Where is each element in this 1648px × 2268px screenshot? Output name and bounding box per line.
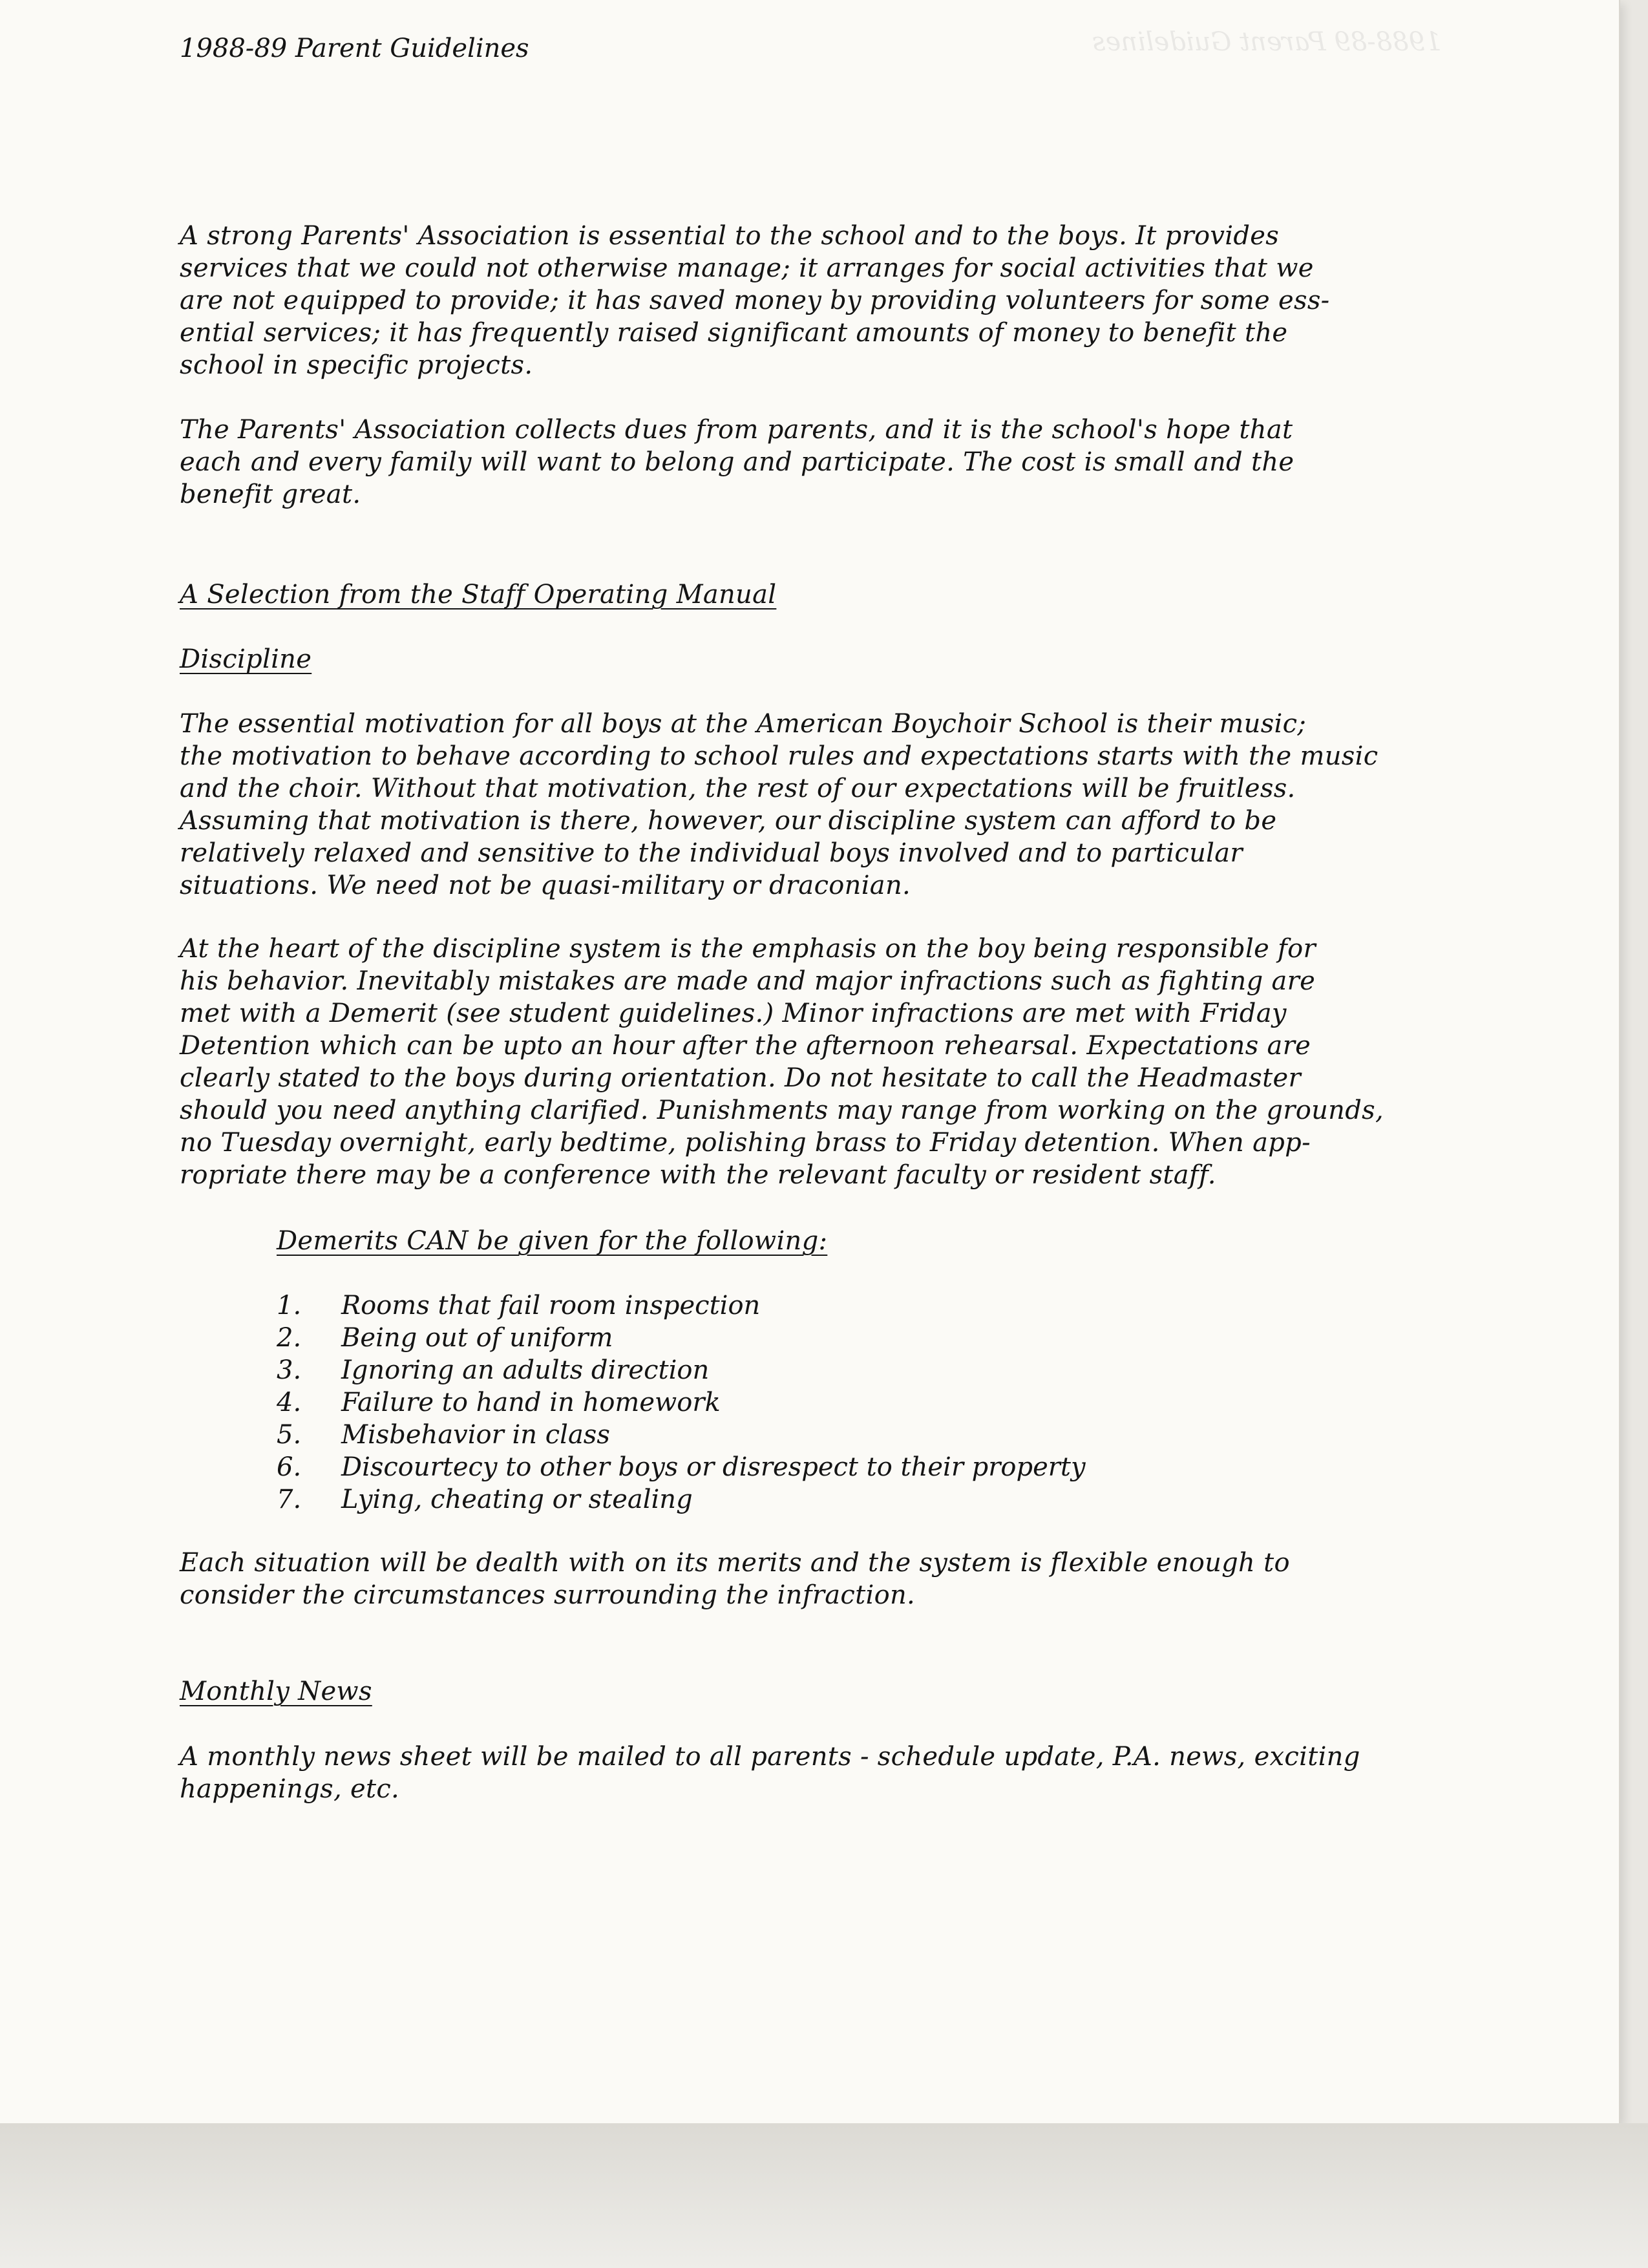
motivation-line: relatively relaxed and sensitive to the individual boys involved and to particular [180, 838, 1243, 868]
heart-line: Detention which can be upto an hour after the afternoon rehearsal. Expectations are [180, 1031, 1311, 1061]
monthly-line: A monthly news sheet will be mailed to all parents - schedule update, P.A. news, exciting [180, 1742, 1360, 1772]
heart-line: clearly stated to the boys during orientation. Do not hesitate to call the Headmaster [180, 1063, 1301, 1093]
intro-line: are not equipped to provide; it has saved money by providing volunteers for some ess- [180, 286, 1330, 315]
intro-line: school in specific projects. [180, 350, 533, 380]
list-item [277, 1419, 1086, 1451]
monthly-news-paragraph [180, 1741, 1608, 1805]
list-item-text: Discourtecy to other boys or disrespect to their property [341, 1452, 1086, 1482]
motivation-line: Assuming that motivation is there, however, our discipline system can afford to be [180, 806, 1277, 836]
list-item [277, 1483, 1086, 1516]
list-item-text: Misbehavior in class [341, 1420, 610, 1450]
list-item-number: 6. [277, 1452, 302, 1482]
motivation-line: and the choir. Without that motivation, the rest of our expectations will be fruitless. [180, 774, 1296, 803]
dues-line: The Parents' Association collects dues from parents, and it is the school's hope that [180, 415, 1293, 445]
list-item [277, 1386, 1086, 1419]
document-header: 1988-89 Parent Guidelines [180, 34, 529, 63]
list-item-number: 4. [277, 1388, 302, 1417]
situation-paragraph [180, 1547, 1608, 1611]
list-item-text: Lying, cheating or stealing [341, 1485, 693, 1514]
discipline-heading: Discipline [180, 644, 312, 674]
list-item [277, 1354, 1086, 1386]
list-item [277, 1451, 1086, 1483]
list-item-text: Being out of uniform [341, 1323, 613, 1353]
list-item-number: 1. [277, 1291, 302, 1320]
heart-line: should you need anything clarified. Punishments may range from working on the grounds, [180, 1096, 1384, 1125]
monthly-news-heading: Monthly News [180, 1677, 372, 1706]
demerits-list [277, 1289, 1086, 1516]
list-item-text: Rooms that fail room inspection [341, 1291, 761, 1320]
list-item-number: 5. [277, 1420, 302, 1450]
motivation-line: the motivation to behave according to school rules and expectations starts with the music [180, 741, 1379, 771]
motivation-line: The essential motivation for all boys at the American Boychoir School is their music; [180, 709, 1307, 739]
intro-line: services that we could not otherwise manage; it arranges for social activities that we [180, 253, 1314, 283]
situation-line: Each situation will be dealth with on its merits and the system is flexible enough to [180, 1548, 1290, 1578]
dues-line: benefit great. [180, 480, 361, 509]
list-item-number: 2. [277, 1323, 302, 1353]
list-item-text: Failure to hand in homework [341, 1388, 721, 1417]
dues-paragraph [180, 414, 1608, 511]
heart-line: ropriate there may be a conference with the relevant faculty or resident staff. [180, 1160, 1216, 1190]
list-item-text: Ignoring an adults direction [341, 1355, 710, 1385]
intro-paragraph [180, 220, 1608, 381]
intro-line: ential services; it has frequently raised significant amounts of money to benefit the [180, 318, 1288, 348]
list-item [277, 1322, 1086, 1354]
demerits-intro: Demerits CAN be given for the following: [277, 1226, 828, 1256]
heart-line: his behavior. Inevitably mistakes are made and major infractions such as fighting are [180, 966, 1316, 996]
list-item-number: 3. [277, 1355, 302, 1385]
motivation-line: situations. We need not be quasi-military or draconian. [180, 871, 911, 900]
section-title: A Selection from the Staff Operating Manual [180, 580, 777, 609]
dues-line: each and every family will want to belong and participate. The cost is small and the [180, 447, 1294, 477]
list-item [277, 1289, 1086, 1322]
background-surface [0, 2123, 1648, 2268]
motivation-paragraph [180, 708, 1608, 902]
situation-line: consider the circumstances surrounding the infraction. [180, 1580, 916, 1610]
reverse-side-show-through: 1988-89 Parent Guidelines [1092, 27, 1442, 57]
heart-line: no Tuesday overnight, early bedtime, polishing brass to Friday detention. When app- [180, 1128, 1311, 1158]
monthly-line: happenings, etc. [180, 1774, 400, 1804]
heart-line: At the heart of the discipline system is the emphasis on the boy being responsible for [180, 934, 1316, 964]
heart-line: met with a Demerit (see student guidelines.) Minor infractions are met with Friday [180, 999, 1287, 1028]
heart-paragraph [180, 933, 1608, 1191]
list-item-number: 7. [277, 1485, 302, 1514]
intro-line: A strong Parents' Association is essential to the school and to the boys. It provides [180, 221, 1280, 251]
